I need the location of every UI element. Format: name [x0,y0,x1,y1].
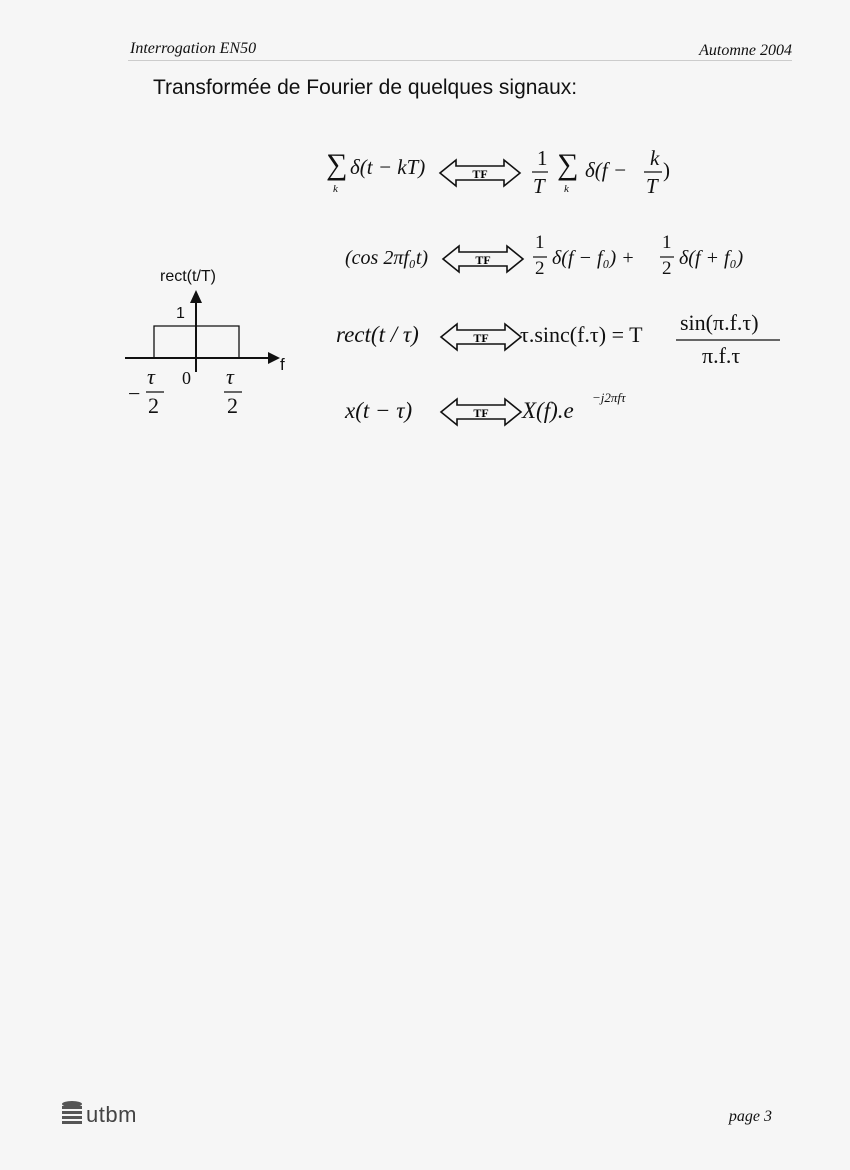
tf-label-4: TF [473,406,489,420]
pos-tau-bottom: 2 [227,393,238,418]
half-num-1: 1 [535,232,545,253]
page-number: page 3 [728,1108,772,1125]
tf-arrow-3 [441,324,521,350]
logo-text: utbm [86,1102,137,1127]
tf-label-1: TF [472,167,488,181]
header-semester: Automne 2004 [699,42,792,59]
shift-lhs: x(t − τ) [345,398,413,423]
neg-tau-minus: − [128,381,141,406]
cos-term2: δ(f + f₀) [679,247,744,269]
half-num-2: 1 [662,232,672,253]
graph-zero-label: 0 [182,368,191,388]
graph-one-label: 1 [176,305,185,322]
cos-term1: δ(f − f₀) + [552,247,635,269]
graph-ylabel: rect(t/T) [160,268,216,285]
pos-tau-top: τ [226,364,234,389]
tf-arrow-1 [440,160,520,186]
sum-index: k [333,183,338,195]
neg-tau-top: τ [147,364,155,389]
cos-lhs: (cos 2πf₀t) [345,247,429,269]
pulse-train-term: δ(t − kT) [350,155,426,179]
sum-symbol: ∑ [326,148,348,181]
frac-den: T [533,174,545,198]
half-den-2: 2 [662,258,672,279]
utbm-logo-icon [62,1101,82,1124]
x-axis-arrowhead [268,352,280,364]
tf-arrow-4 [441,399,521,425]
half-den-1: 2 [535,258,545,279]
rect-frac-num: sin(π.f.τ) [680,310,759,335]
shift-exp: −j2πfτ [592,390,626,405]
sum-symbol-2: ∑ [557,148,579,181]
page-title: Transformée de Fourier de quelques signaux: [153,76,578,99]
ft-term: δ(f − [585,158,628,182]
rect-lhs: rect(t / τ) [336,322,419,347]
footer-logo [86,1102,137,1128]
tf-label-3: TF [473,331,489,345]
y-axis-arrowhead [190,290,202,303]
ft-close: ) [663,158,670,182]
graph-xlabel: f [280,355,285,374]
header-course: Interrogation EN50 [130,40,257,57]
tf-label-2: TF [475,253,491,267]
shift-rhs: X(f).e [522,398,574,423]
rect-frac-den: π.f.τ [702,343,741,368]
rect-rhs: τ.sinc(f.τ) = T [520,322,643,347]
sum-index-2: k [564,183,569,195]
tf-arrow-2 [443,246,523,272]
frac-num: 1 [537,146,548,170]
neg-tau-bottom: 2 [148,393,159,418]
ft-T: T [646,174,658,198]
ft-k: k [650,146,660,170]
